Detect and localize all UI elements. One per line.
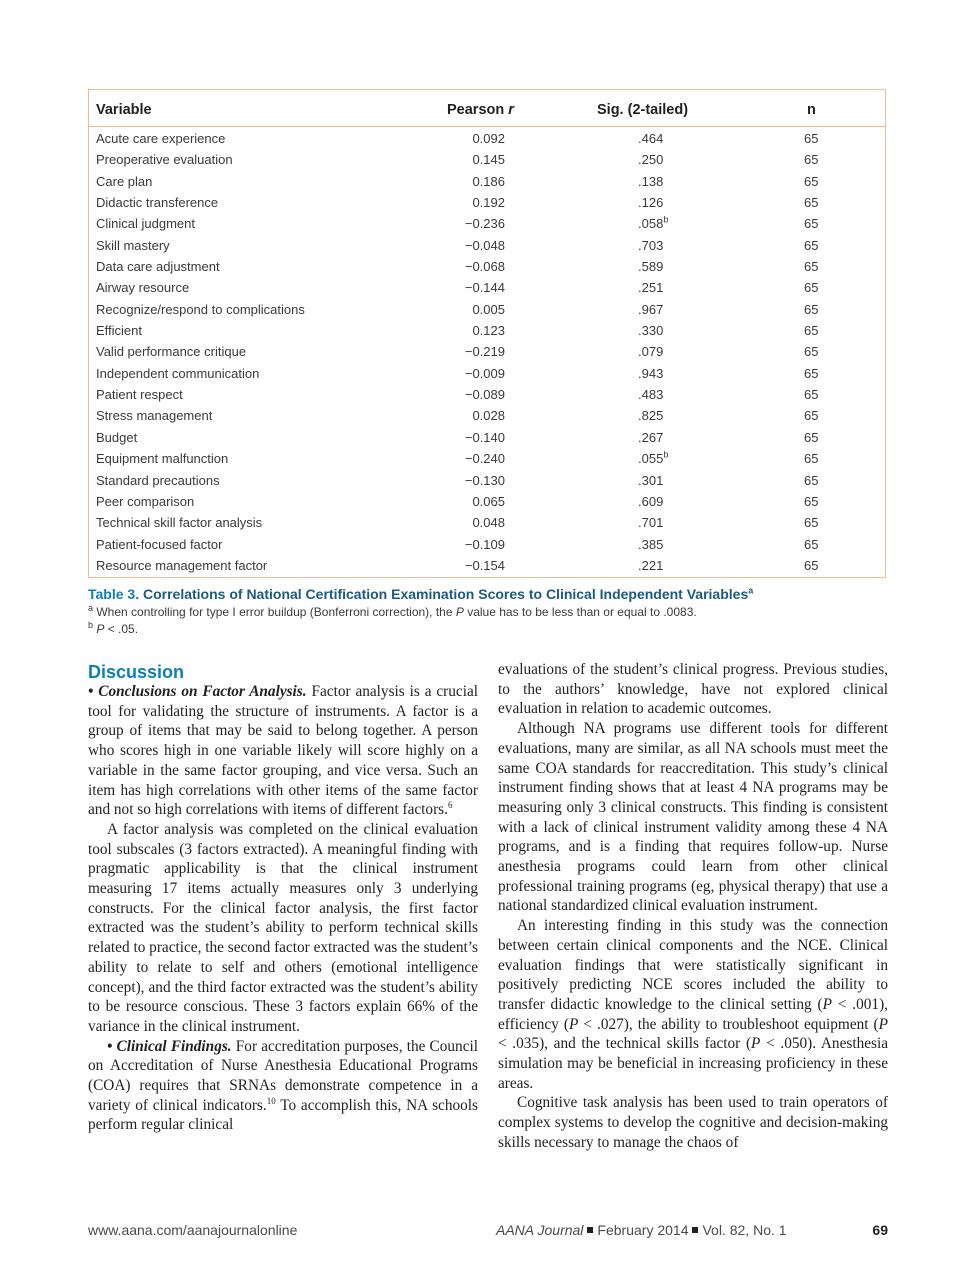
cell-n: 65 <box>804 301 819 317</box>
cell-sig: .464 <box>638 131 664 146</box>
cell-sig: .943 <box>638 365 664 381</box>
cell-sig: .079 <box>638 344 664 360</box>
table-row <box>89 342 885 363</box>
cell-pearson-r: 0.145 <box>472 152 505 168</box>
cell-n: 65 <box>804 536 819 552</box>
table-row <box>89 385 885 406</box>
table-note-a: $^a$ When controlling for type I error buildup (Bonferroni correction), the P value has to be less than or equal to .0083. <box>88 603 697 619</box>
table-row <box>89 257 885 278</box>
cell-n: 65 <box>804 365 819 381</box>
cell-variable: Airway resource <box>96 280 190 296</box>
cell-n: 65 <box>804 323 819 339</box>
table-row <box>89 214 885 235</box>
cell-n: 65 <box>804 280 819 296</box>
paragraph-tools: Although NA programs use different tools for different evaluations, many are similar, as all NA schools must meet the same COA standards for reaccreditation. This study’s clinical instrument finding shows that at least 4 NA programs may be measuring only 3 clinical constructs. This finding is consistent with a lack of clinical instrument validity among these 4 NA programs, and is a finding that requires follow-up. Nurse anesthesia programs could learn from other clinical professional training programs (eg, physical therapy) that use a national standardized clinical evaluation instrument. <box>498 720 888 915</box>
paragraph-nce-connection: An interesting finding in this study was the connection between certain clinical components and the NCE. Clinical evaluation findings that were statistically significant in positively predicting NCE scores included the ability to transfer didactic knowledge to the clinical setting (P < .001), efficiency (P < .027), the ability to troubleshoot equipment (P < .035), and the technical skills factor (P < .050). Anesthesia simulation may be beneficial in increasing proficiency in these areas. <box>498 917 888 1092</box>
cell-sig: .126 <box>638 195 664 211</box>
cell-sig: .483 <box>638 387 664 403</box>
cell-n: 65 <box>804 429 819 445</box>
cell-variable: Valid performance critique <box>96 344 247 360</box>
right-column <box>498 660 888 1153</box>
cell-pearson-r: 0.048 <box>472 515 505 531</box>
table-row <box>89 471 885 492</box>
cell-sig: .267 <box>638 429 664 445</box>
footer-citation: AANA Journal February 2014 Vol. 82, No. 1 <box>496 1222 787 1238</box>
caption-title: Table 3. Correlations of National Certification Examination Scores to Clinical Independent Variables$^a$ <box>88 585 754 602</box>
table-row <box>89 406 885 427</box>
cell-pearson-r: −0.154 <box>464 557 505 573</box>
paragraph-factor-results: A factor analysis was completed on the clinical evaluation tool subscales (3 factors extracted). A meaningful finding with pragmatic applicability is that the clinical instrument measuring 17 items actually measures only 3 underlying constructs. For the clinical factor analysis, the first factor extracted was the student’s ability to perform technical skills related to practice, the second factor extracted was the student’s ability to relate to self and others (emotional intelligence concept), and the third factor extracted was the student’s ability to be resource conscious. These 3 factors explain 66% of the variance in the clinical instrument. <box>88 820 478 1035</box>
cell-pearson-r: −0.236 <box>464 216 505 232</box>
table-row <box>89 556 885 577</box>
table-row <box>89 172 885 193</box>
header-sig: Sig. (2-tailed) <box>597 102 689 118</box>
cell-pearson-r: 0.028 <box>472 408 505 424</box>
cell-variable: Budget <box>96 429 138 445</box>
table-row <box>89 300 885 321</box>
cell-n: 65 <box>804 493 819 509</box>
cell-variable: Peer comparison <box>96 493 195 509</box>
cell-sig: .301 <box>638 472 664 488</box>
cell-pearson-r: −0.089 <box>464 387 505 403</box>
paragraph-evaluations: evaluations of the student’s clinical progress. Previous studies, to the authors’ knowledge, have not explored clinical evaluation in relation to academic outcomes. <box>498 661 888 718</box>
cell-sig: .055$^b$ <box>638 449 669 467</box>
cell-pearson-r: 0.092 <box>472 131 505 146</box>
cell-n: 65 <box>804 408 819 424</box>
table-header <box>89 90 885 127</box>
cell-variable: Clinical judgment <box>96 216 195 232</box>
cell-n: 65 <box>804 173 819 189</box>
table-note-b: $^b$ P < .05. <box>88 620 139 636</box>
cell-variable: Standard precautions <box>96 472 220 488</box>
data-table <box>88 89 886 578</box>
cell-sig: .703 <box>638 237 664 253</box>
table-row <box>89 150 885 171</box>
cell-pearson-r: −0.130 <box>464 472 505 488</box>
header-variable: Variable <box>96 102 152 118</box>
cell-sig: .330 <box>638 323 664 339</box>
cell-n: 65 <box>804 387 819 403</box>
cell-n: 65 <box>804 472 819 488</box>
cell-pearson-r: 0.123 <box>472 323 505 339</box>
cell-n: 65 <box>804 152 819 168</box>
cell-variable: Patient respect <box>96 387 183 403</box>
cell-sig: .058$^b$ <box>638 215 669 232</box>
cell-pearson-r: −0.009 <box>464 365 505 381</box>
cell-sig: .701 <box>638 515 664 531</box>
paragraph-factor-analysis: • Conclusions on Factor Analysis. Factor analysis is a crucial tool for validating the structure of instruments. A factor is a group of items that may be said to belong together. A person who scores high in one variable likely will score highly on a variable in the same factor grouping, and vice versa. Such an item has high correlations with other items of the same factor and not so high correlations with items of different factors.$^6$ <box>88 683 478 819</box>
cell-variable: Stress management <box>96 408 213 424</box>
cell-n: 65 <box>804 195 819 211</box>
cell-variable: Data care adjustment <box>96 259 220 275</box>
table-row <box>89 193 885 214</box>
table-row <box>89 129 885 150</box>
table-row <box>89 449 885 470</box>
cell-pearson-r: −0.048 <box>464 237 505 253</box>
table-row <box>89 513 885 534</box>
cell-variable: Skill mastery <box>96 237 170 253</box>
cell-sig: .967 <box>638 301 664 317</box>
table-caption <box>88 586 888 636</box>
paragraph-clinical-findings: • Clinical Findings. For accreditation purposes, the Council on Accreditation of Nurse Anesthesia Educational Programs (COA) requires that SRNAs demonstrate competence in a variety of clinical indicators.$^{10}$ To accomplish this, NA schools perform regular clinical <box>88 1037 478 1134</box>
cell-pearson-r: −0.140 <box>464 429 505 445</box>
table-row <box>89 535 885 556</box>
cell-pearson-r: −0.219 <box>464 344 505 360</box>
cell-n: 65 <box>804 216 819 232</box>
cell-sig: .221 <box>638 557 664 573</box>
cell-sig: .138 <box>638 173 664 189</box>
cell-sig: .385 <box>638 536 664 552</box>
cell-n: 65 <box>804 515 819 531</box>
cell-sig: .825 <box>638 408 664 424</box>
page-footer <box>88 1222 888 1242</box>
left-column <box>88 660 478 1135</box>
cell-variable: Preoperative evaluation <box>96 152 233 168</box>
section-heading: Discussion <box>88 662 185 682</box>
table-row <box>89 278 885 299</box>
cell-n: 65 <box>804 451 819 467</box>
cell-pearson-r: −0.144 <box>464 280 505 296</box>
cell-pearson-r: 0.186 <box>472 173 505 189</box>
cell-n: 65 <box>804 237 819 253</box>
cell-variable: Efficient <box>96 323 143 339</box>
cell-pearson-r: −0.109 <box>464 536 505 552</box>
cell-variable: Technical skill factor analysis <box>96 515 263 531</box>
cell-variable: Equipment malfunction <box>96 451 229 467</box>
cell-n: 65 <box>804 259 819 275</box>
cell-sig: .609 <box>638 493 664 509</box>
cell-n: 65 <box>804 557 819 573</box>
bullet-square-icon <box>692 1227 698 1233</box>
cell-variable: Care plan <box>96 173 153 189</box>
cell-pearson-r: 0.005 <box>472 301 505 317</box>
cell-variable: Independent communication <box>96 365 260 381</box>
table-row <box>89 321 885 342</box>
footer-url: www.aana.com/aanajournalonline <box>88 1222 298 1238</box>
cell-n: 65 <box>804 131 819 146</box>
cell-sig: .251 <box>638 280 664 296</box>
cell-sig: .250 <box>638 152 664 168</box>
table-row <box>89 364 885 385</box>
cell-pearson-r: −0.068 <box>464 259 505 275</box>
cell-sig: .589 <box>638 259 664 275</box>
header-pearson: Pearson r <box>447 102 514 118</box>
paragraph-cognitive-task: Cognitive task analysis has been used to train operators of complex systems to develop the cognitive and decision-making skills necessary to manage the chaos of <box>498 1094 888 1151</box>
header-n: n <box>807 102 816 118</box>
table-row <box>89 428 885 449</box>
cell-variable: Resource management factor <box>96 557 268 573</box>
cell-variable: Acute care experience <box>96 131 226 146</box>
cell-n: 65 <box>804 344 819 360</box>
cell-variable: Recognize/respond to complications <box>96 301 305 317</box>
table-row <box>89 236 885 257</box>
page-number: 69 <box>872 1222 888 1238</box>
cell-variable: Patient-focused factor <box>96 536 223 552</box>
table-row <box>89 492 885 513</box>
cell-variable: Didactic transference <box>96 195 219 211</box>
table-body <box>89 129 885 577</box>
cell-pearson-r: −0.240 <box>464 451 505 467</box>
bullet-square-icon <box>587 1227 593 1233</box>
cell-pearson-r: 0.192 <box>472 195 505 211</box>
cell-pearson-r: 0.065 <box>472 493 505 509</box>
